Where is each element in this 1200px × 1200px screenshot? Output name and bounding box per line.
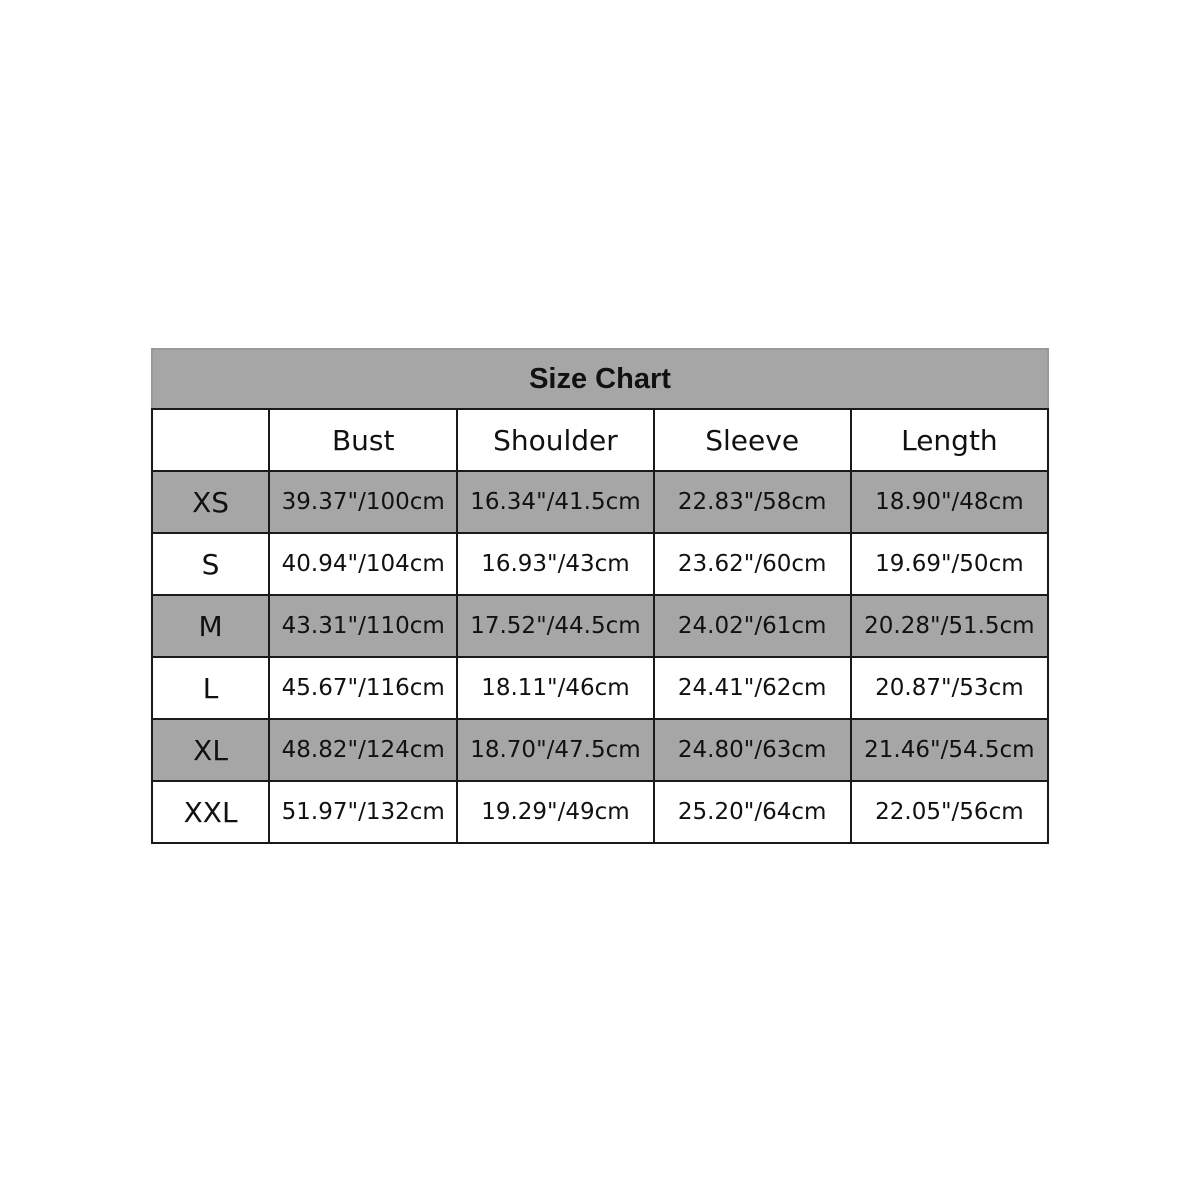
table-row — [152, 595, 1048, 657]
header-size-cell — [152, 409, 269, 471]
bust-value: 43.31"/110cm — [269, 595, 457, 657]
table-row — [152, 657, 1048, 719]
size-label: XS — [152, 471, 269, 533]
table-header-row — [152, 409, 1048, 471]
length-value: 18.90"/48cm — [851, 471, 1048, 533]
header-length: Length — [851, 409, 1048, 471]
bust-value: 51.97"/132cm — [269, 781, 457, 843]
table-row — [152, 533, 1048, 595]
sleeve-value: 24.41"/62cm — [654, 657, 851, 719]
table-title: Size Chart — [152, 349, 1048, 409]
sleeve-value: 25.20"/64cm — [654, 781, 851, 843]
bust-value: 40.94"/104cm — [269, 533, 457, 595]
length-value: 20.87"/53cm — [851, 657, 1048, 719]
shoulder-value: 17.52"/44.5cm — [457, 595, 653, 657]
shoulder-value: 16.34"/41.5cm — [457, 471, 653, 533]
size-label: XXL — [152, 781, 269, 843]
size-chart-table — [151, 348, 1049, 844]
table-row — [152, 719, 1048, 781]
sleeve-value: 23.62"/60cm — [654, 533, 851, 595]
shoulder-value: 18.11"/46cm — [457, 657, 653, 719]
sleeve-value: 24.02"/61cm — [654, 595, 851, 657]
shoulder-value: 18.70"/47.5cm — [457, 719, 653, 781]
shoulder-value: 19.29"/49cm — [457, 781, 653, 843]
length-value: 20.28"/51.5cm — [851, 595, 1048, 657]
bust-value: 39.37"/100cm — [269, 471, 457, 533]
sleeve-value: 24.80"/63cm — [654, 719, 851, 781]
size-label: S — [152, 533, 269, 595]
header-bust: Bust — [269, 409, 457, 471]
length-value: 22.05"/56cm — [851, 781, 1048, 843]
size-label: L — [152, 657, 269, 719]
size-label: XL — [152, 719, 269, 781]
header-shoulder: Shoulder — [457, 409, 653, 471]
bust-value: 45.67"/116cm — [269, 657, 457, 719]
bust-value: 48.82"/124cm — [269, 719, 457, 781]
table-row — [152, 471, 1048, 533]
shoulder-value: 16.93"/43cm — [457, 533, 653, 595]
length-value: 21.46"/54.5cm — [851, 719, 1048, 781]
table-title-row — [152, 349, 1048, 409]
header-sleeve: Sleeve — [654, 409, 851, 471]
size-label: M — [152, 595, 269, 657]
table-row — [152, 781, 1048, 843]
length-value: 19.69"/50cm — [851, 533, 1048, 595]
sleeve-value: 22.83"/58cm — [654, 471, 851, 533]
